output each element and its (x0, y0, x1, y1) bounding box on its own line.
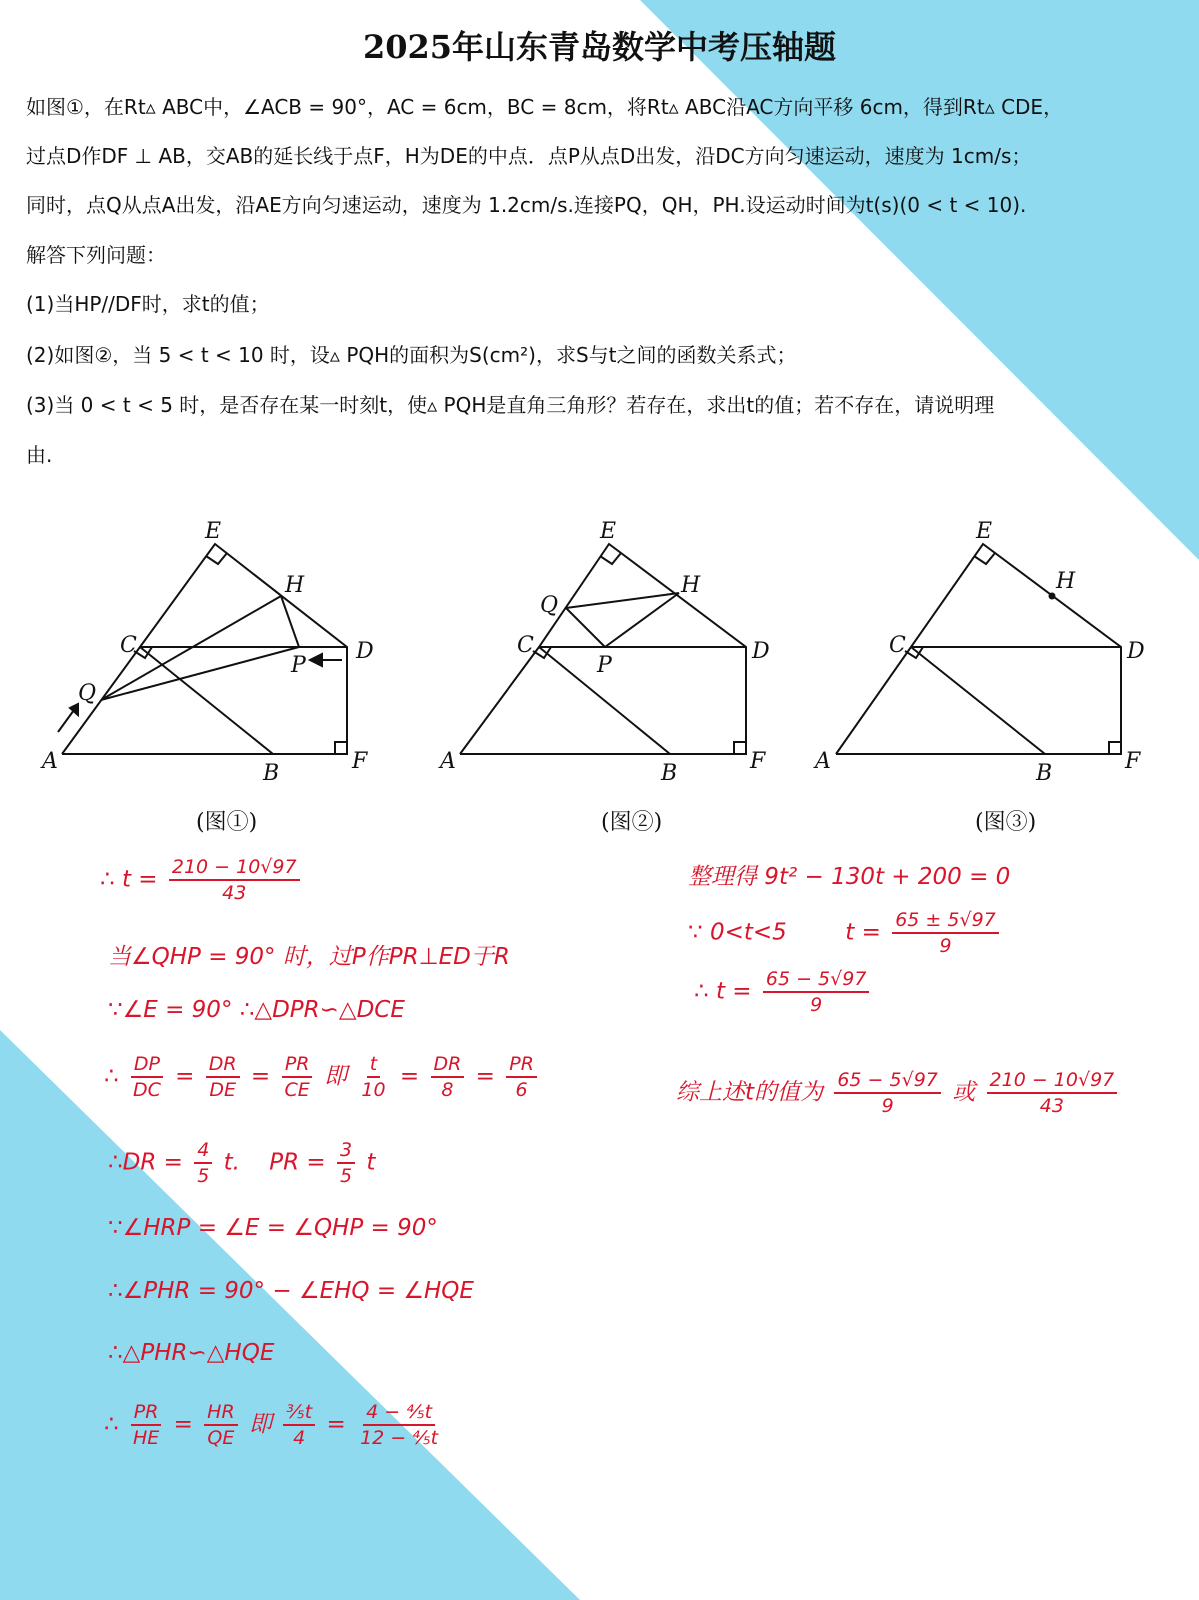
hw-l9-frac-4 (357, 1400, 441, 1450)
hw-l5-a: ∴DR = (108, 1149, 183, 1176)
fig3-line-cb (911, 647, 1045, 754)
hw-l9-f2-den: QE (207, 1427, 235, 1449)
fig3-right-angle-f (1109, 742, 1121, 754)
hw-left-line-7: ∴∠PHR = 90° − ∠EHQ = ∠HQE (108, 1278, 474, 1304)
figure-3 (836, 544, 1121, 754)
fig1-outline (62, 544, 347, 754)
fig2-label-h: H (681, 573, 701, 598)
hw-l9-f3-num: ⅗t (283, 1400, 315, 1426)
hw-right-line-3 (694, 967, 873, 1017)
hw-l9-f4-den: 12 − ⅘t (360, 1427, 439, 1449)
hw-l4-f3-num: PR (282, 1052, 313, 1078)
hw-l1-fraction (169, 855, 300, 905)
hw-l4-frac-5 (431, 1052, 465, 1102)
hw-right-line-2 (688, 908, 1003, 958)
hw-right-line-4 (676, 1068, 1121, 1118)
hw-l9-frac-2 (204, 1400, 238, 1450)
hw-l5-frac-1 (194, 1138, 212, 1188)
hw-l5-f2-den: 5 (339, 1165, 353, 1187)
fig2-label-f: F (750, 749, 766, 774)
hw-l4-f5-num: DR (431, 1052, 465, 1078)
hw-left-line-5 (108, 1138, 375, 1188)
fig1-label-b: B (263, 761, 280, 786)
question-3-line-2: 由. (26, 443, 53, 467)
fig2-right-angle-f (734, 742, 746, 754)
fig3-outline (836, 544, 1121, 754)
fig3-label-a: A (815, 749, 831, 774)
problem-line-2: 过点D作DF ⊥ AB，交AB的延长线于点F，H为DE的中点．点P从点D出发，沿DC方向匀速运动，速度为 1cm/s； (26, 144, 1032, 168)
fig3-label-d: D (1127, 639, 1145, 664)
fig3-label-b: B (1036, 761, 1053, 786)
hw-r3-num: 65 − 5√97 (763, 967, 870, 993)
hw-right-line-1: 整理得 9t² − 130t + 200 = 0 (688, 864, 1011, 890)
fig2-label-c: C (517, 633, 534, 658)
hw-r2-num: 65 ± 5√97 (892, 908, 999, 934)
hw-l4-frac-4 (358, 1052, 388, 1102)
hw-l9-frac-1 (130, 1400, 162, 1450)
hw-r4-b: 或 (952, 1079, 976, 1106)
hw-l4-frac-6 (506, 1052, 537, 1102)
question-1: (1)当HP//DF时，求t的值； (26, 292, 270, 316)
fig2-label-d: D (752, 639, 770, 664)
fig1-label-c: C (120, 633, 137, 658)
question-3-line-1: (3)当 0 < t < 5 时，是否存在某一时刻t，使▵ PQH是直角三角形？若存在，求出t的值；若不存在，请说明理 (26, 393, 995, 417)
hw-r4-f1-num: 65 − 5√97 (834, 1068, 941, 1094)
fig1-arrowhead-p (310, 654, 322, 666)
hw-l4-eq-3: = (399, 1063, 420, 1090)
hw-l5-f1-den: 5 (197, 1165, 210, 1187)
fig1-right-angle-f (335, 742, 347, 754)
hw-r4-f2-den: 43 (1039, 1095, 1064, 1117)
top-right-blue-band (640, 0, 1199, 560)
figure-1-caption: (图①) (196, 810, 258, 835)
hw-r3-a: ∴ t = (694, 978, 752, 1005)
hw-l9-f3-den: 4 (293, 1427, 306, 1449)
fig1-line-cb (140, 647, 273, 754)
hw-left-line-9 (104, 1400, 445, 1450)
hw-left-line-1 (100, 855, 304, 905)
hw-r4-f1-den: 9 (881, 1095, 894, 1117)
bottom-left-blue-band (0, 1030, 580, 1600)
fig3-point-h (1049, 593, 1056, 600)
hw-left-line-8: ∴△PHR∽△HQE (108, 1340, 275, 1366)
fig1-arrow-q (58, 710, 74, 732)
hw-l4-frac-2 (206, 1052, 240, 1102)
hw-l9-prefix: ∴ (104, 1411, 119, 1438)
hw-l4-f2-num: DR (206, 1052, 240, 1078)
hw-l4-f3-den: CE (284, 1079, 310, 1101)
hw-l1-num: 210 − 10√97 (169, 855, 300, 881)
fig2-label-a: A (440, 749, 456, 774)
fig3-label-c: C (889, 633, 906, 658)
fig1-label-h: H (285, 573, 305, 598)
fig2-outline (460, 544, 746, 754)
fig3-right-angle-e (974, 553, 995, 564)
hw-l5-frac-2 (337, 1138, 355, 1188)
fig2-line-qp (566, 608, 605, 647)
figure-1-labels (40, 519, 374, 786)
fig2-label-q: Q (540, 593, 559, 618)
hw-l1-den: 43 (222, 882, 247, 904)
fig2-label-p: P (597, 653, 612, 678)
page-title: 2025年山东青岛数学中考压轴题 (362, 28, 837, 66)
fig3-label-h: H (1056, 569, 1076, 594)
fig1-label-p: P (291, 653, 306, 678)
fig2-label-e: E (600, 519, 617, 544)
hw-r2-b: t = (845, 919, 881, 946)
hw-l4-f4-num: t (367, 1052, 380, 1078)
hw-r4-fraction-2 (987, 1068, 1118, 1118)
hw-l4-eq-2: = (250, 1063, 271, 1090)
hw-r4-f2-num: 210 − 10√97 (987, 1068, 1118, 1094)
hw-l4-f1-den: DC (132, 1079, 161, 1101)
hw-l4-mid: 即 (324, 1063, 348, 1090)
hw-l9-eq-2: = (326, 1411, 346, 1438)
fig3-label-e: E (976, 519, 993, 544)
hw-l1-prefix: ∴ t = (100, 866, 158, 893)
hw-l4-frac-1 (130, 1052, 164, 1102)
problem-line-3: 同时，点Q从点A出发，沿AE方向匀速运动，速度为 1.2cm/s.连接PQ，QH，PH.设运动时间为t(s)(0 < t < 10). (26, 193, 1027, 217)
hw-l5-f2-num: 3 (337, 1138, 355, 1164)
hw-l4-f6-num: PR (506, 1052, 537, 1078)
hw-left-line-6: ∵∠HRP = ∠E = ∠QHP = 90° (108, 1215, 438, 1241)
fig2-right-angle-e (600, 553, 621, 564)
fig1-label-e: E (205, 519, 222, 544)
problem-line-1: 如图①，在Rt▵ ABC中，∠ACB = 90°，AC = 6cm，BC = 8cm，将Rt▵ ABC沿AC方向平移 6cm，得到Rt▵ CDE， (26, 95, 1064, 119)
fig3-label-f: F (1125, 749, 1141, 774)
hw-l9-frac-3 (283, 1400, 315, 1450)
hw-l9-f2-num: HR (204, 1400, 238, 1426)
hw-left-line-2: 当∠QHP = 90° 时，过P作PR⊥ED于R (108, 944, 510, 970)
geometry-figures (0, 500, 1199, 800)
figure-3-caption: (图③) (975, 810, 1037, 835)
hw-r2-den: 9 (939, 935, 952, 957)
hw-l9-f1-num: PR (131, 1400, 162, 1426)
hw-r4-fraction-1 (834, 1068, 941, 1118)
hw-l4-frac-3 (282, 1052, 313, 1102)
fig1-right-angle-e (206, 553, 227, 564)
fig1-label-a: A (42, 749, 58, 774)
hw-r3-den: 9 (810, 994, 823, 1016)
hw-r2-a: ∵ 0<t<5 (688, 919, 787, 946)
hw-r4-a: 综上述t的值为 (676, 1079, 824, 1106)
hw-l4-f4-den: 10 (361, 1079, 386, 1101)
hw-l4-f5-den: 8 (441, 1079, 454, 1101)
figure-2 (460, 544, 746, 754)
hw-l4-eq-4: = (475, 1063, 495, 1090)
fig1-label-f: F (352, 749, 368, 774)
fig2-label-b: B (661, 761, 678, 786)
hw-l4-eq-1: = (175, 1063, 195, 1090)
fig1-label-q: Q (78, 681, 97, 706)
hw-left-line-4 (104, 1052, 541, 1102)
hw-l4-prefix: ∴ (104, 1063, 119, 1090)
hw-l9-mid: 即 (248, 1411, 272, 1438)
hw-left-line-3: ∵∠E = 90° ∴△DPR∽△DCE (108, 997, 405, 1023)
problem-line-4: 解答下列问题： (26, 243, 166, 267)
hw-r3-fraction (763, 967, 870, 1017)
hw-l5-d: t (366, 1149, 376, 1176)
hw-l4-f6-den: 6 (515, 1079, 528, 1101)
hw-r2-fraction (892, 908, 999, 958)
hw-l9-f1-den: HE (132, 1427, 160, 1449)
figure-2-caption: (图②) (601, 810, 663, 835)
hw-l5-b: t. (223, 1149, 240, 1176)
hw-l5-c: PR = (269, 1149, 326, 1176)
hw-l4-f1-num: DP (131, 1052, 163, 1078)
hw-l4-f2-den: DE (209, 1079, 236, 1101)
fig1-label-d: D (356, 639, 374, 664)
hw-l9-f4-num: 4 − ⅘t (363, 1400, 435, 1426)
question-2: (2)如图②，当 5 < t < 10 时，设▵ PQH的面积为S(cm²)，求S与t之间的函数关系式； (26, 343, 797, 367)
hw-l9-eq-1: = (173, 1411, 193, 1438)
hw-l5-f1-num: 4 (194, 1138, 212, 1164)
